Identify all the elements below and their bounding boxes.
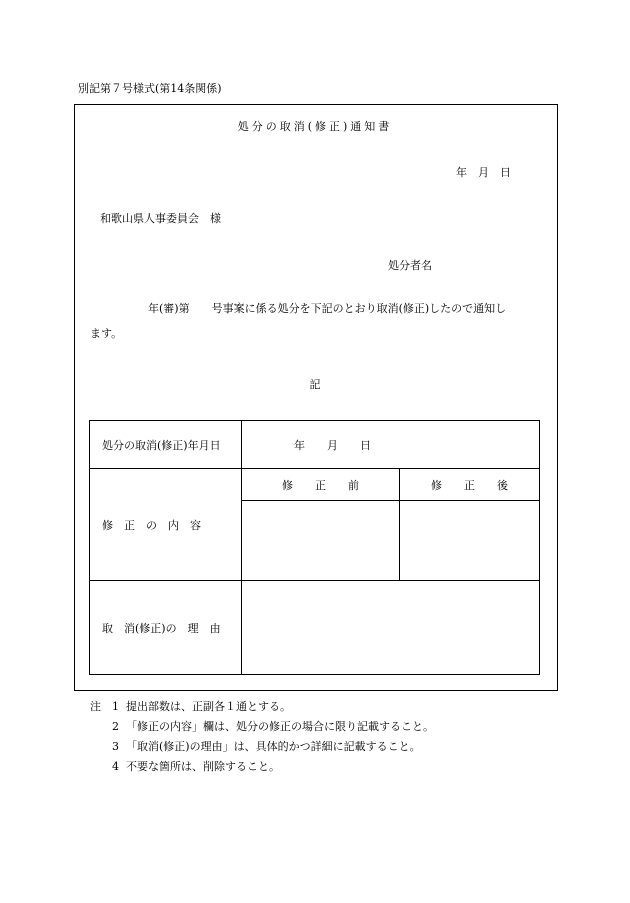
note-item: 注 1 提出部数は、正副各１通とする。 xyxy=(90,697,434,717)
date-line: 年 月 日 xyxy=(456,166,511,179)
before-correction-header: 修 正 前 xyxy=(242,469,400,501)
notes xyxy=(90,697,434,777)
body-text-line-1: 年(審)第 号事案に係る処分を下記のとおり取消(修正)したので通知し xyxy=(148,302,507,315)
addressee: 和歌山県人事委員会 様 xyxy=(100,212,221,225)
cancel-date-field[interactable]: 年 月 日 xyxy=(242,421,540,469)
ki-heading: 記 xyxy=(309,378,321,391)
cancel-date-label: 処分の取消(修正)年月日 xyxy=(90,421,242,469)
details-table xyxy=(89,420,540,675)
notes-prefix: 注 xyxy=(90,700,101,713)
correction-content-label: 修 正 の 内 容 xyxy=(90,469,242,581)
before-correction-field[interactable] xyxy=(242,501,400,581)
issuer-name: 処分者名 xyxy=(388,259,432,272)
note-item: 3 「取消(修正)の理由」は、具体的かつ詳細に記載すること。 xyxy=(112,740,421,753)
after-correction-header: 修 正 後 xyxy=(400,469,540,501)
note-item: 4 不要な箇所は、削除すること。 xyxy=(112,760,280,773)
reason-label: 取 消(修正)の 理 由 xyxy=(90,581,242,675)
body-text-line-2: ます。 xyxy=(90,327,123,340)
document-title: 処分の取消(修正)通知書 xyxy=(237,120,393,133)
reason-field[interactable] xyxy=(242,581,540,675)
after-correction-field[interactable] xyxy=(400,501,540,581)
form-label: 別記第７号様式(第14条関係) xyxy=(78,82,222,95)
note-item: 2 「修正の内容」欄は、処分の修正の場合に限り記載すること。 xyxy=(112,720,434,733)
